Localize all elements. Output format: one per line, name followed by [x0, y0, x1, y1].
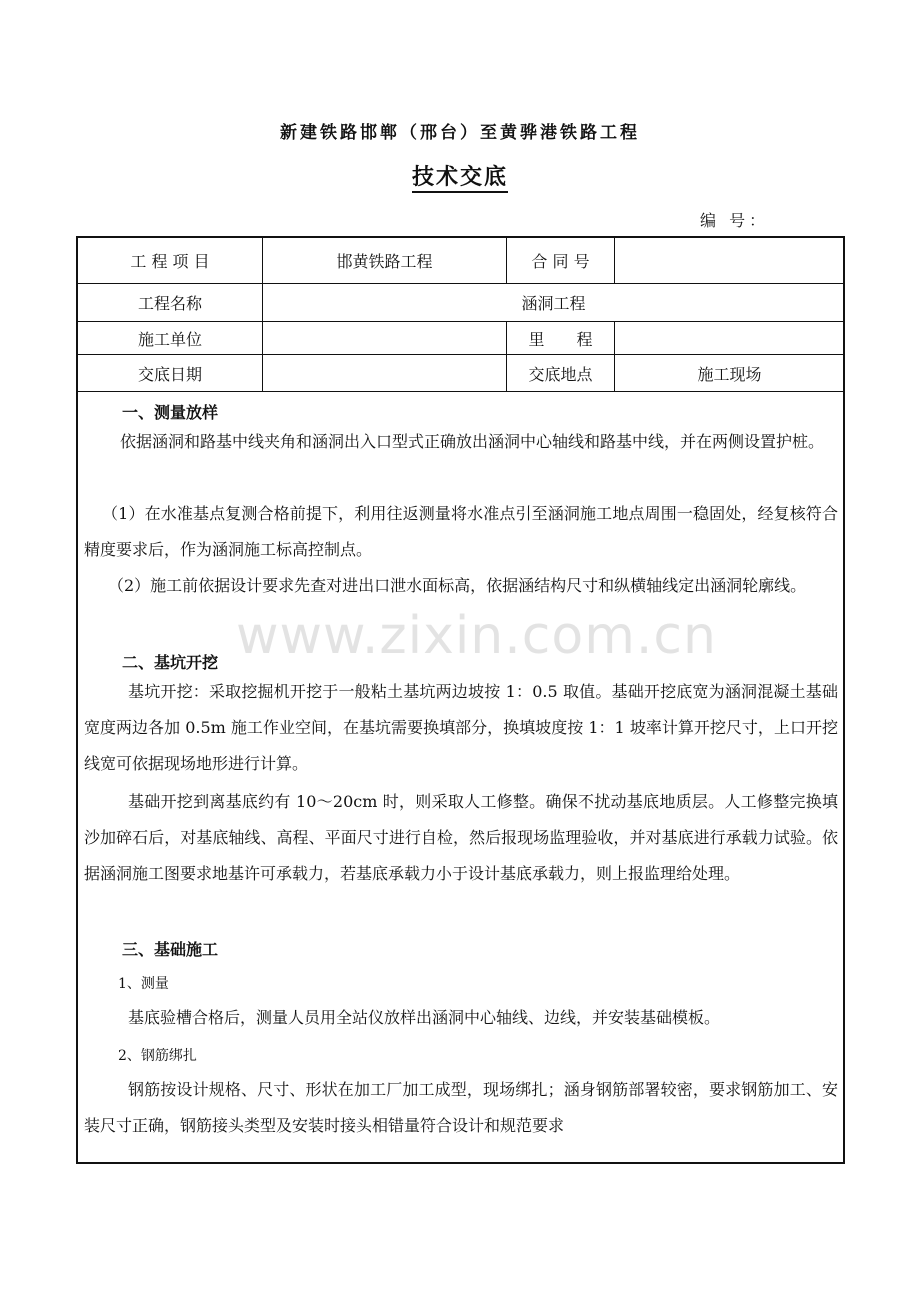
date-value	[263, 355, 506, 391]
document-subtitle	[0, 160, 920, 191]
doc-number-label: 编 号：	[700, 211, 770, 230]
section-2-paragraph-2: 基础开挖到离基底约有 10～20cm 时，则采取人工修整。确保不扰动基底地质层。人工修整完换填沙加碎石后，对基底轴线、高程、平面尺寸进行自检，然后报现场监理验收，并对基底进行承载力试验。依据涵洞施工图要求地基许可承载力，若基底承载力小于设计基底承载力，则上报监理给处理。	[84, 792, 838, 883]
name-label: 工程名称	[137, 294, 202, 313]
mileage-value	[615, 322, 844, 354]
section-3-sub-2-title: 2、钢筋绑扎	[118, 1048, 197, 1064]
section-3-title: 三、基础施工	[122, 940, 219, 959]
subtitle-text: 技术交底	[412, 164, 508, 193]
section-3-sub-1-title: 1、测量	[118, 976, 169, 992]
section-2-paragraph-1: 基坑开挖：采取挖掘机开挖于一般粘土基坑两边坡按 1：0.5 取值。基础开挖底宽为涵洞混凝土基础宽度两边各加 0.5m 施工作业空间，在基坑需要换填部分，换填坡度按 1：1 坡率计算开挖尺寸，上口开挖线宽可依据现场地形进行计算。	[84, 682, 838, 773]
row-divider	[77, 391, 844, 392]
section-1-title: 一、测量放样	[122, 403, 219, 422]
mileage-label: 里 程	[528, 329, 593, 349]
contract-value	[615, 238, 844, 283]
place-value: 施工现场	[697, 364, 762, 384]
document-title: 新建铁路邯郸（邢台）至黄骅港铁路工程	[280, 123, 640, 143]
section-2-title: 二、基坑开挖	[122, 653, 219, 672]
project-label: 工 程 项 目	[130, 252, 210, 271]
unit-value	[263, 322, 506, 354]
project-value: 邯黄铁路工程	[336, 252, 433, 271]
section-3-sub-1-paragraph: 基底验槽合格后，测量人员用全站仪放样出涵洞中心轴线、边线，并安装基础模板。	[128, 1008, 721, 1027]
place-label: 交底地点	[528, 364, 593, 384]
section-1-paragraph-1: 依据涵洞和路基中线夹角和涵洞出入口型式正确放出涵洞中心轴线和路基中线，并在两侧设置护桩。	[120, 432, 825, 451]
section-3-sub-2-paragraph: 钢筋按设计规格、尺寸、形状在加工厂加工成型，现场绑扎；涵身钢筋部署较密，要求钢筋加工、安装尺寸正确，钢筋接头类型及安装时接头相错量符合设计和规范要求	[84, 1080, 838, 1135]
name-value: 涵洞工程	[521, 294, 586, 313]
contract-label: 合 同 号	[531, 252, 590, 271]
date-label: 交底日期	[137, 364, 202, 384]
watermark: www.zixin.com.cn	[236, 606, 717, 666]
section-1-paragraph-2: （1）在水准基点复测合格前提下，利用往返测量将水准点引至涵洞施工地点周围一稳固处，经复核符合精度要求后，作为涵洞施工标高控制点。	[84, 504, 838, 559]
unit-label: 施工单位	[137, 329, 202, 349]
section-1-paragraph-3: （2）施工前依据设计要求先查对进出口泄水面标高，依据涵结构尺寸和纵横轴线定出涵洞轮廓线。	[108, 576, 807, 595]
